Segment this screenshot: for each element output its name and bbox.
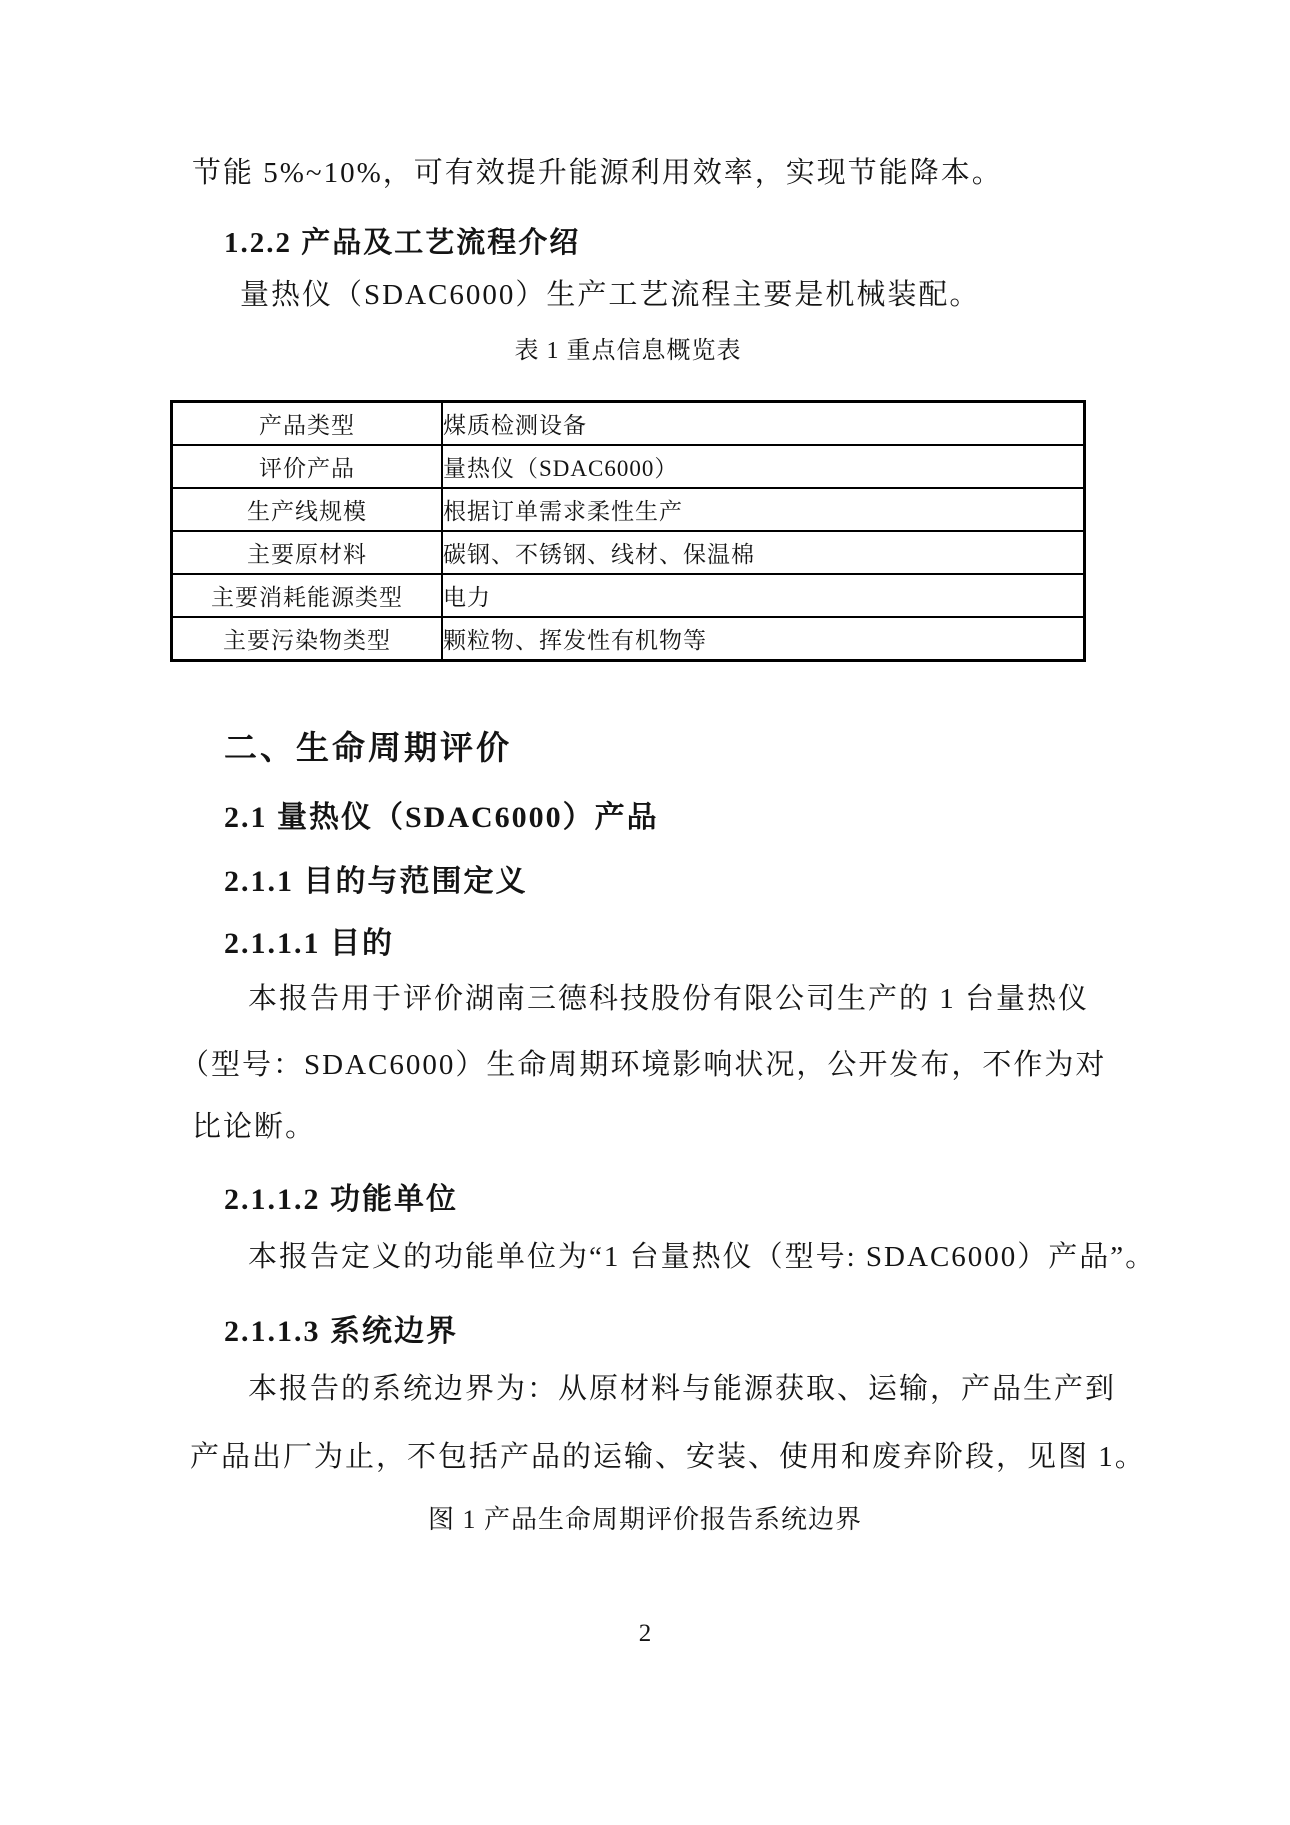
heading-2-1: 2.1 量热仪（SDAC6000）产品 (224, 801, 659, 834)
figure-caption: 图 1 产品生命周期评价报告系统边界 (427, 1505, 862, 1534)
purpose-paragraph-line: （型号：SDAC6000）生命周期环境影响状况，公开发布，不作为对 (180, 1049, 1107, 1081)
key-info-table (170, 400, 1086, 662)
page-number: 2 (638, 1620, 652, 1647)
functional-unit-paragraph: 本报告定义的功能单位为“1 台量热仪（型号: SDAC6000）产品”。 (248, 1241, 1157, 1273)
row-label: 主要消耗能源类型 (172, 574, 443, 617)
row-value: 煤质检测设备 (442, 402, 1085, 446)
table-caption: 表 1 重点信息概览表 (514, 338, 742, 364)
row-label: 生产线规模 (172, 488, 443, 531)
table-row (172, 445, 1085, 488)
heading-2-1-1-2: 2.1.1.2 功能单位 (224, 1183, 458, 1216)
boundary-paragraph-line: 产品出厂为止，不包括产品的运输、安装、使用和废弃阶段，见图 1。 (190, 1441, 1146, 1473)
intro-text-line: 节能 5%~10%，可有效提升能源利用效率，实现节能降本。 (192, 157, 1003, 189)
table-row (172, 402, 1085, 446)
heading-chapter-2: 二、生命周期评价 (224, 729, 512, 766)
heading-2-1-1: 2.1.1 目的与范围定义 (224, 865, 528, 898)
row-label: 主要原材料 (172, 531, 443, 574)
heading-2-1-1-1: 2.1.1.1 目的 (224, 927, 394, 960)
row-value: 根据订单需求柔性生产 (442, 488, 1085, 531)
heading-1-2-2: 1.2.2 产品及工艺流程介绍 (224, 227, 581, 259)
process-paragraph: 量热仪（SDAC6000）生产工艺流程主要是机械装配。 (240, 279, 981, 311)
row-label: 主要污染物类型 (172, 617, 443, 661)
table-row (172, 574, 1085, 617)
row-value: 碳钢、不锈钢、线材、保温棉 (442, 531, 1085, 574)
row-value: 电力 (442, 574, 1085, 617)
purpose-paragraph-line: 比论断。 (192, 1111, 317, 1143)
table-row (172, 617, 1085, 661)
row-label: 评价产品 (172, 445, 443, 488)
table-row (172, 488, 1085, 531)
purpose-paragraph-line: 本报告用于评价湖南三德科技股份有限公司生产的 1 台量热仪 (248, 983, 1090, 1015)
heading-2-1-1-3: 2.1.1.3 系统边界 (224, 1315, 458, 1348)
boundary-paragraph-line: 本报告的系统边界为：从原材料与能源获取、运输，产品生产到 (248, 1373, 1117, 1405)
table-row (172, 531, 1085, 574)
row-label: 产品类型 (172, 402, 443, 446)
row-value: 量热仪（SDAC6000） (442, 445, 1085, 488)
row-value: 颗粒物、挥发性有机物等 (442, 617, 1085, 661)
